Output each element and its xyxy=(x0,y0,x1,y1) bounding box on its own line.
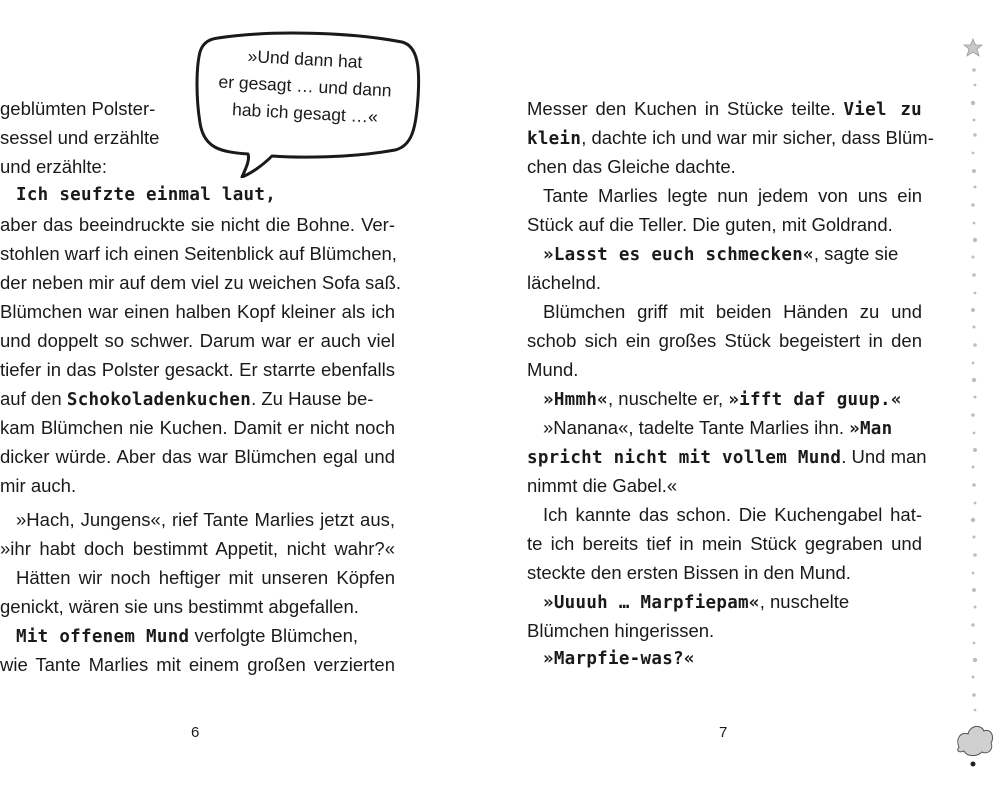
text-line: tiefer in das Polster gesackt. Er starrte ebenfalls xyxy=(0,359,395,380)
text-line: »ihr habt doch bestimmt Appetit, nicht wahr?« xyxy=(0,538,395,559)
text-line: Messer den Kuchen in Stücke teilte. Viel zu xyxy=(527,98,922,120)
text-line: Blümchen griff mit beiden Händen zu und xyxy=(543,301,922,322)
text-line: Blümchen hingerissen. xyxy=(527,620,715,641)
emphasis-text: klein xyxy=(527,129,582,149)
text-line: und doppelt so schwer. Darum war er auch viel xyxy=(0,330,395,351)
text-line: genickt, wären sie uns bestimmt abgefallen. xyxy=(0,596,359,617)
emphasis-text: Viel zu xyxy=(843,100,922,120)
emphasis-text: »ifft daf guup.« xyxy=(728,390,902,410)
text-line: Tante Marlies legte nun jedem von uns ein xyxy=(543,185,922,206)
cloud-icon xyxy=(958,726,993,766)
text-line: Hätten wir noch heftiger mit unseren Köpfen xyxy=(16,567,395,588)
text-line: »Uuuuh … Marpfiepam«, nuschelte xyxy=(543,591,850,613)
emphasis-text: »Hmmh« xyxy=(543,390,609,410)
text-line: auf den Schokoladenkuchen. Zu Hause be- xyxy=(0,388,374,410)
right-page xyxy=(527,0,934,800)
dotted-border-decoration xyxy=(955,35,995,775)
text-line: steckte den ersten Bissen in den Mund. xyxy=(527,562,851,583)
text-line: Ich kannte das schon. Die Kuchengabel hat- xyxy=(543,504,922,525)
text-line: geblümten Polster- xyxy=(0,98,156,119)
text-line: Mund. xyxy=(527,359,579,380)
text-line: Stück auf die Teller. Die guten, mit Goldrand. xyxy=(527,214,893,235)
emphasis-text: spricht nicht mit vollem Mund xyxy=(527,448,842,468)
text-line: mir auch. xyxy=(0,475,77,496)
emphasis-text: »Lasst es euch schmecken« xyxy=(543,245,814,265)
text-line: nimmt die Gabel.« xyxy=(527,475,678,496)
text-line: sessel und erzählte xyxy=(0,127,160,148)
emphasis-text: »Marpfie-was?« xyxy=(543,649,695,669)
emphasis-text: »Man xyxy=(849,419,893,439)
text-line: »Hach, Jungens«, rief Tante Marlies jetzt aus, xyxy=(16,509,395,530)
speech-bubble xyxy=(190,28,425,178)
emphasis-text: Schokoladenkuchen xyxy=(66,390,252,410)
text-line: schob sich ein großes Stück begeistert in den xyxy=(527,330,922,351)
emphasis-text: Mit offenem Mund xyxy=(16,627,190,647)
text-line: stohlen warf ich einen Seitenblick auf Blümchen, xyxy=(0,243,397,264)
bubble-text: »Und dann hat er gesagt … und dann hab ich gesagt …« xyxy=(218,46,393,127)
text-line: chen das Gleiche dachte. xyxy=(527,156,736,177)
text-line: aber das beeindruckte sie nicht die Bohne. Ver- xyxy=(0,214,395,235)
star-icon xyxy=(964,39,982,56)
text-line: dicker würde. Aber das war Blümchen egal und xyxy=(0,446,395,467)
text-line: spricht nicht mit vollem Mund. Und man xyxy=(527,446,927,468)
text-line: »Hmmh«, nuschelte er, »ifft daf guup.« xyxy=(543,388,902,410)
text-line: »Lasst es euch schmecken«, sagte sie xyxy=(543,243,899,265)
text-line: Blümchen war einen halben Kopf kleiner als ich xyxy=(0,301,395,322)
text-line: wie Tante Marlies mit einem großen verzierten xyxy=(0,654,395,675)
page-number: 7 xyxy=(719,724,728,741)
text-line: kam Blümchen nie Kuchen. Damit er nicht noch xyxy=(0,417,395,438)
text-line: te ich bereits tief in mein Stück gegraben und xyxy=(527,533,922,554)
text-line: und erzählte: xyxy=(0,156,107,177)
text-line: lächelnd. xyxy=(527,272,602,293)
text-line: klein, dachte ich und war mir sicher, dass Blüm- xyxy=(527,127,934,149)
emphasis-text: Ich seufzte einmal laut, xyxy=(16,185,277,205)
text-line: der neben mir auf dem viel zu weichen Sofa saß. xyxy=(0,272,402,293)
text-line: Mit offenem Mund verfolgte Blümchen, xyxy=(16,625,359,647)
emphasis-text: »Uuuuh … Marpfiepam« xyxy=(543,593,760,613)
text-line: »Nanana«, tadelte Tante Marlies ihn. »Man xyxy=(543,417,893,439)
page-number: 6 xyxy=(191,724,200,741)
dots-icon xyxy=(971,68,977,711)
